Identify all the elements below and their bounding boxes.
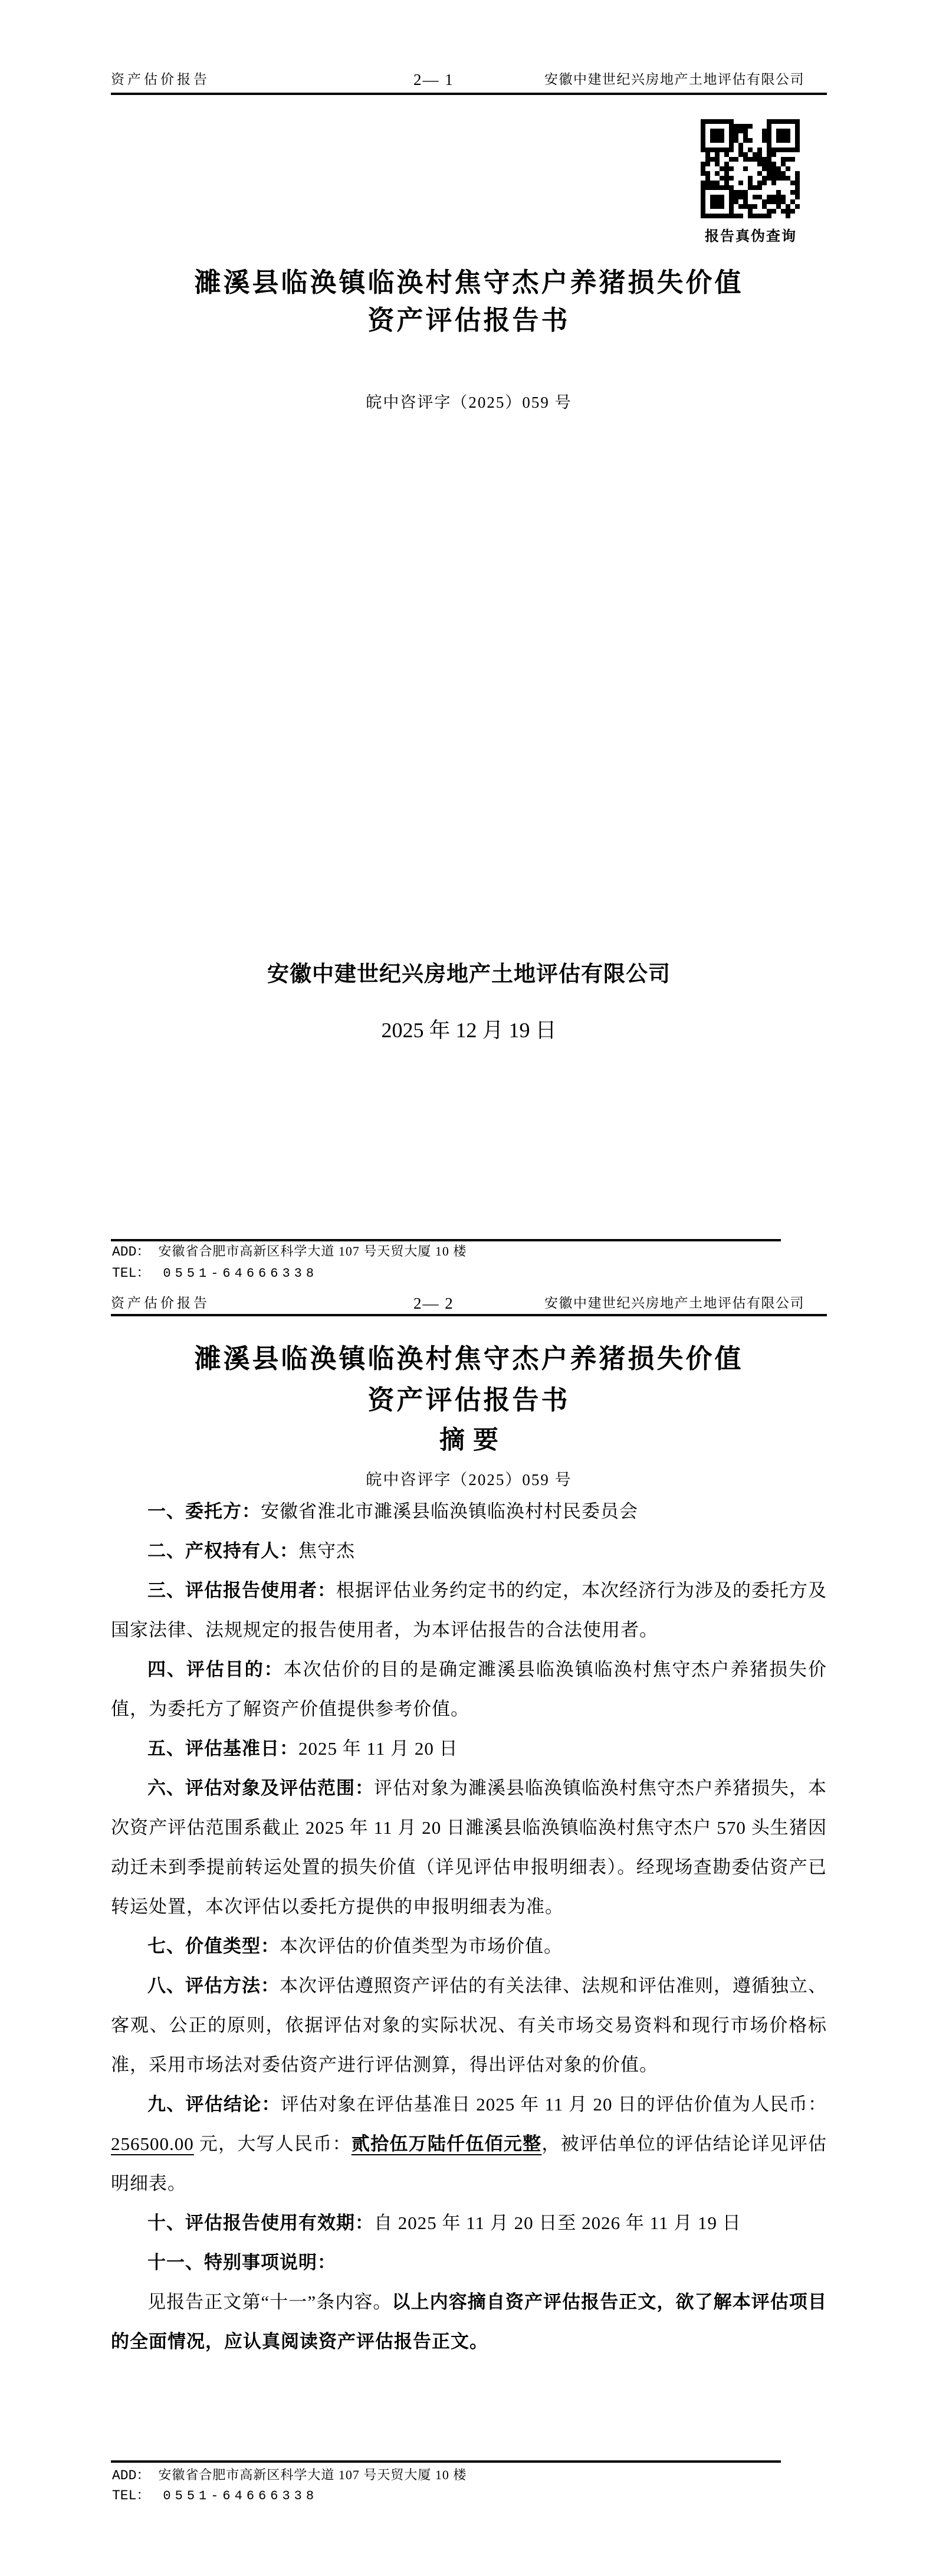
summary-item: 十、评估报告使用有效期：自 2025 年 11 月 20 日至 2026 年 11 月 19 日: [147, 2213, 741, 2233]
page2-header: [111, 1294, 827, 1315]
cover-title-line2: 资产评估报告书: [367, 306, 570, 335]
tel-label: TEL：: [112, 1266, 150, 1281]
cover-doc-number: 皖中咨评字（2025）059 号: [366, 394, 572, 411]
abstract-heading: 摘要: [439, 1427, 507, 1454]
page1-header: [111, 71, 827, 91]
summary-title-line2: 资产评估报告书: [367, 1385, 570, 1415]
summary-item: 一、委托方：安徽省淮北市濉溪县临涣镇临涣村村民委员会: [147, 1501, 638, 1522]
cover-title: [111, 264, 827, 339]
header-company-name: 安徽中建世纪兴房地产土地评估有限公司: [544, 72, 804, 87]
page1-footer-rule: [111, 1239, 781, 1241]
cover-title-line1: 濉溪县临涣镇临涣村焦守杰户养猪损失价值: [194, 268, 744, 297]
summary-item: 二、产权持有人：焦守杰: [147, 1541, 355, 1561]
summary-item: 十一、特别事项说明：: [147, 2252, 336, 2273]
header-doc-type-label: 资产估价报告: [111, 72, 210, 87]
qr-caption: 报告真伪查询: [705, 228, 797, 244]
page2-footer-address-row: [112, 2466, 467, 2485]
summary-item: 三、评估报告使用者：根据评估业务约定书的约定，本次经济行为涉及的委托方及国家法律、法规规定的报告使用者，为本评估报告的合法使用者。: [111, 1580, 827, 1640]
summary-item: 七、价值类型：本次评估的价值类型为市场价值。: [147, 1936, 563, 1956]
summary-body: [111, 1492, 827, 2361]
summary-title: [111, 1338, 827, 1461]
summary-item: 六、评估对象及评估范围：评估对象为濉溪县临涣镇临涣村焦守杰户养猪损失，本次资产评估范围系截止 2025 年 11 月 20 日濉溪县临涣镇临涣村焦守杰户 570 头生猪因动迁未到季提前转运处置的损失价值（详见评估申报明细表）。经现场查勘委估资产已转运处置，本次评估以委托方提供的申报明细表为准。: [111, 1778, 827, 1917]
header-company-name: 安徽中建世纪兴房地产土地评估有限公司: [544, 1296, 804, 1310]
qr-code: [701, 119, 800, 218]
summary-item: 九、评估结论：评估对象在评估基准日 2025 年 11 月 20 日的评估价值为人民币：256500.00 元，大写人民币：贰拾伍万陆仟伍佰元整，被评估单位的评估结论详见评估明细表。: [111, 2094, 827, 2194]
page1-footer-tel-row: [112, 1264, 318, 1283]
summary-doc-number: 皖中咨评字（2025）059 号: [366, 1471, 572, 1489]
header-rule: [111, 1314, 827, 1316]
summary-item: 见报告正文第“十一”条内容。以上内容摘自资产评估报告正文，欲了解本评估项目的全面情况，应认真阅读资产评估报告正文。: [111, 2292, 827, 2352]
summary-item: 五、评估基准日：2025 年 11 月 20 日: [147, 1738, 458, 1759]
issuer-company-name: 安徽中建世纪兴房地产土地评估有限公司: [267, 962, 671, 987]
phone-number: 0551-64666338: [163, 2489, 318, 2503]
summary-item: 八、评估方法：本次评估遵照资产评估的有关法律、法规和评估准则，遵循独立、客观、公正的原则，依据评估对象的实际状况、有关市场交易资料和现行市场价格标准，采用市场法对委估资产进行评估测算，得出评估对象的价值。: [111, 1975, 827, 2075]
header-doc-type-label: 资产估价报告: [111, 1296, 210, 1310]
summary-title-line1: 濉溪县临涣镇临涣村焦守杰户养猪损失价值: [194, 1344, 744, 1374]
header-page-number: 2— 2: [413, 1294, 454, 1312]
page1-footer-address-row: [112, 1243, 467, 1261]
page2-footer-tel-row: [112, 2486, 318, 2505]
phone-number: 0551-64666338: [163, 1266, 318, 1281]
header-page-number: 2— 1: [413, 71, 454, 89]
add-label: ADD：: [112, 1244, 150, 1260]
report-date: 2025 年 12 月 19 日: [381, 1018, 557, 1042]
address-text: 安徽省合肥市高新区科学大道 107 号天贸大厦 10 楼: [158, 2467, 467, 2482]
header-rule: [111, 93, 827, 95]
add-label: ADD：: [112, 2468, 150, 2483]
address-text: 安徽省合肥市高新区科学大道 107 号天贸大厦 10 楼: [158, 1244, 467, 1258]
page2-footer-rule: [111, 2460, 781, 2463]
summary-item: 四、评估目的：本次估价的目的是确定濉溪县临涣镇临涣村焦守杰户养猪损失价值，为委托方了解资产价值提供参考价值。: [111, 1659, 827, 1719]
tel-label: TEL：: [112, 2488, 150, 2503]
